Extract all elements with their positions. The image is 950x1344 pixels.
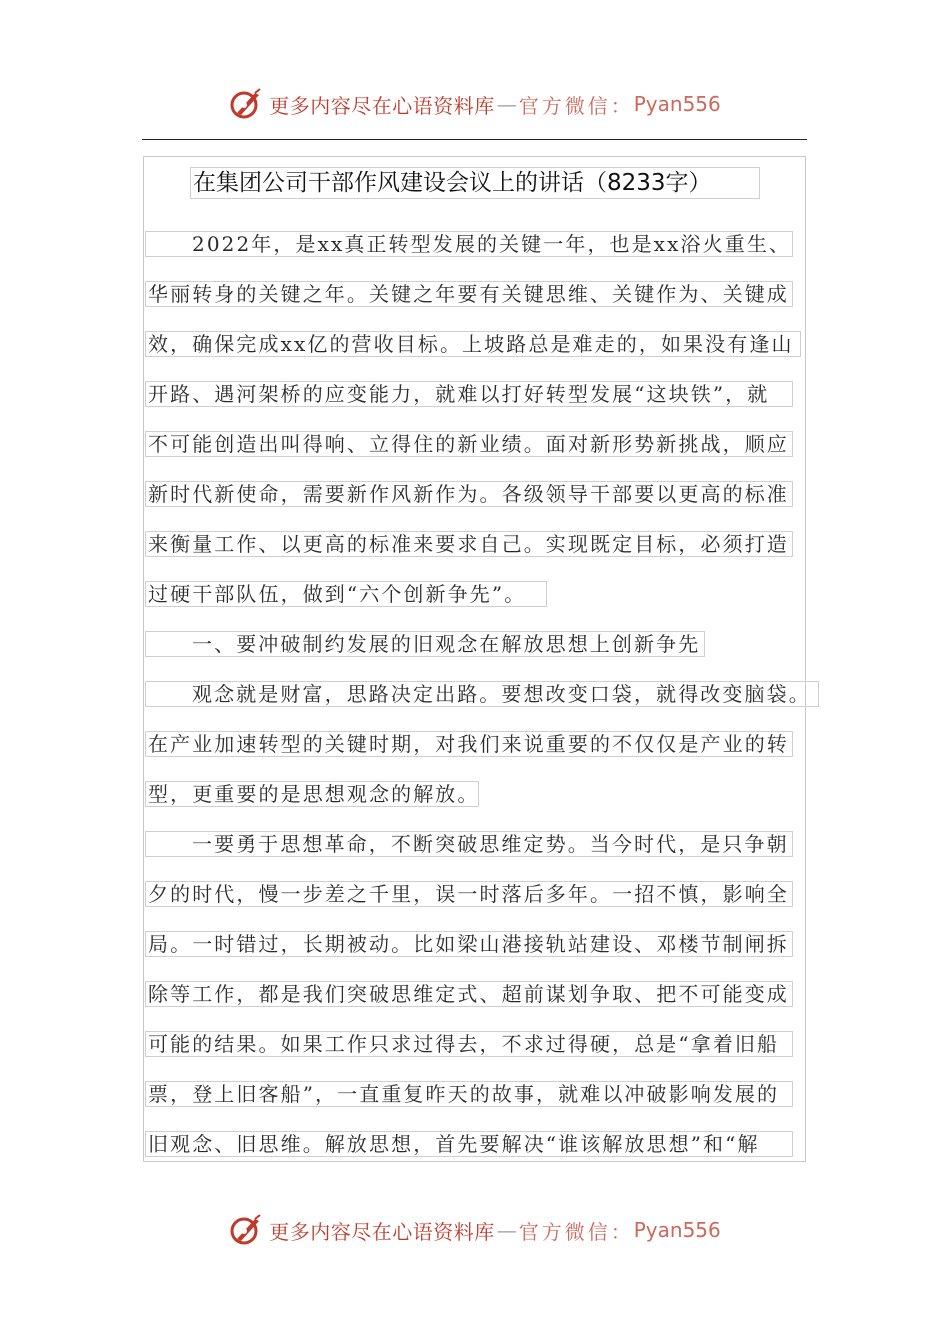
footer-wechat-label: 官方微信： (518, 1219, 634, 1244)
header-banner (0, 84, 950, 124)
quill-pen-logo-icon (229, 87, 263, 121)
body-line: 观念就是财富，思路决定出路。要想改变口袋，就得改变脑袋。 (145, 681, 819, 707)
body-line: 型，更重要的是思想观念的解放。 (145, 781, 479, 807)
body-line: 过硬干部队伍，做到“六个创新争先”。 (145, 581, 547, 607)
body-line: 可能的结果。如果工作只求过得去，不求过得硬，总是“拿着旧船 (145, 1031, 793, 1057)
body-line: 在产业加速转型的关键时期，对我们来说重要的不仅仅是产业的转 (145, 731, 793, 757)
body-line: 开路、遇河架桥的应变能力，就难以打好转型发展“这块铁”，就 (145, 381, 793, 407)
body-line: 新时代新使命，需要新作风新作为。各级领导干部要以更高的标准 (145, 481, 793, 507)
body-line: 夕的时代，慢一步差之千里，误一时落后多年。一招不慎，影响全 (145, 881, 793, 907)
header-dash: — (496, 92, 517, 116)
document-title: 在集团公司干部作风建设会议上的讲话（8233字） (190, 167, 760, 199)
header-site-text: 更多内容尽在心语资料库 (269, 93, 495, 118)
section-heading: 一、要冲破制约发展的旧观念在解放思想上创新争先 (145, 631, 705, 657)
body-line: 除等工作，都是我们突破思维定式、超前谋划争取、把不可能变成 (145, 981, 793, 1007)
footer-dash: — (496, 1218, 517, 1242)
body-line: 旧观念、旧思维。解放思想，首先要解决“谁该解放思想”和“解 (145, 1131, 793, 1157)
body-line: 局。一时错过，长期被动。比如梁山港接轨站建设、邓楼节制闸拆 (145, 931, 793, 957)
body-line: 来衡量工作、以更高的标准来要求自己。实现既定目标，必须打造 (145, 531, 793, 557)
header-wechat-id: Pyan556 (633, 92, 721, 116)
footer-site-text: 更多内容尽在心语资料库 (269, 1219, 495, 1244)
body-line: 票，登上旧客船”，一直重复昨天的故事，就难以冲破影响发展的 (145, 1081, 793, 1107)
header-divider (142, 139, 807, 140)
body-line: 一要勇于思想革命，不断突破思维定势。当今时代，是只争朝 (145, 831, 793, 857)
body-line: 华丽转身的关键之年。关键之年要有关键思维、关键作为、关键成 (145, 281, 793, 307)
body-line: 效，确保完成xx亿的营收目标。上坡路总是难走的，如果没有逢山 (145, 331, 801, 357)
footer-banner (0, 1210, 950, 1250)
header-wechat-label: 官方微信： (518, 93, 634, 118)
body-line: 2022年，是xx真正转型发展的关键一年，也是xx浴火重生、 (145, 231, 793, 257)
quill-pen-logo-icon (229, 1213, 263, 1247)
footer-wechat-id: Pyan556 (633, 1218, 721, 1242)
body-line: 不可能创造出叫得响、立得住的新业绩。面对新形势新挑战，顺应 (145, 431, 793, 457)
